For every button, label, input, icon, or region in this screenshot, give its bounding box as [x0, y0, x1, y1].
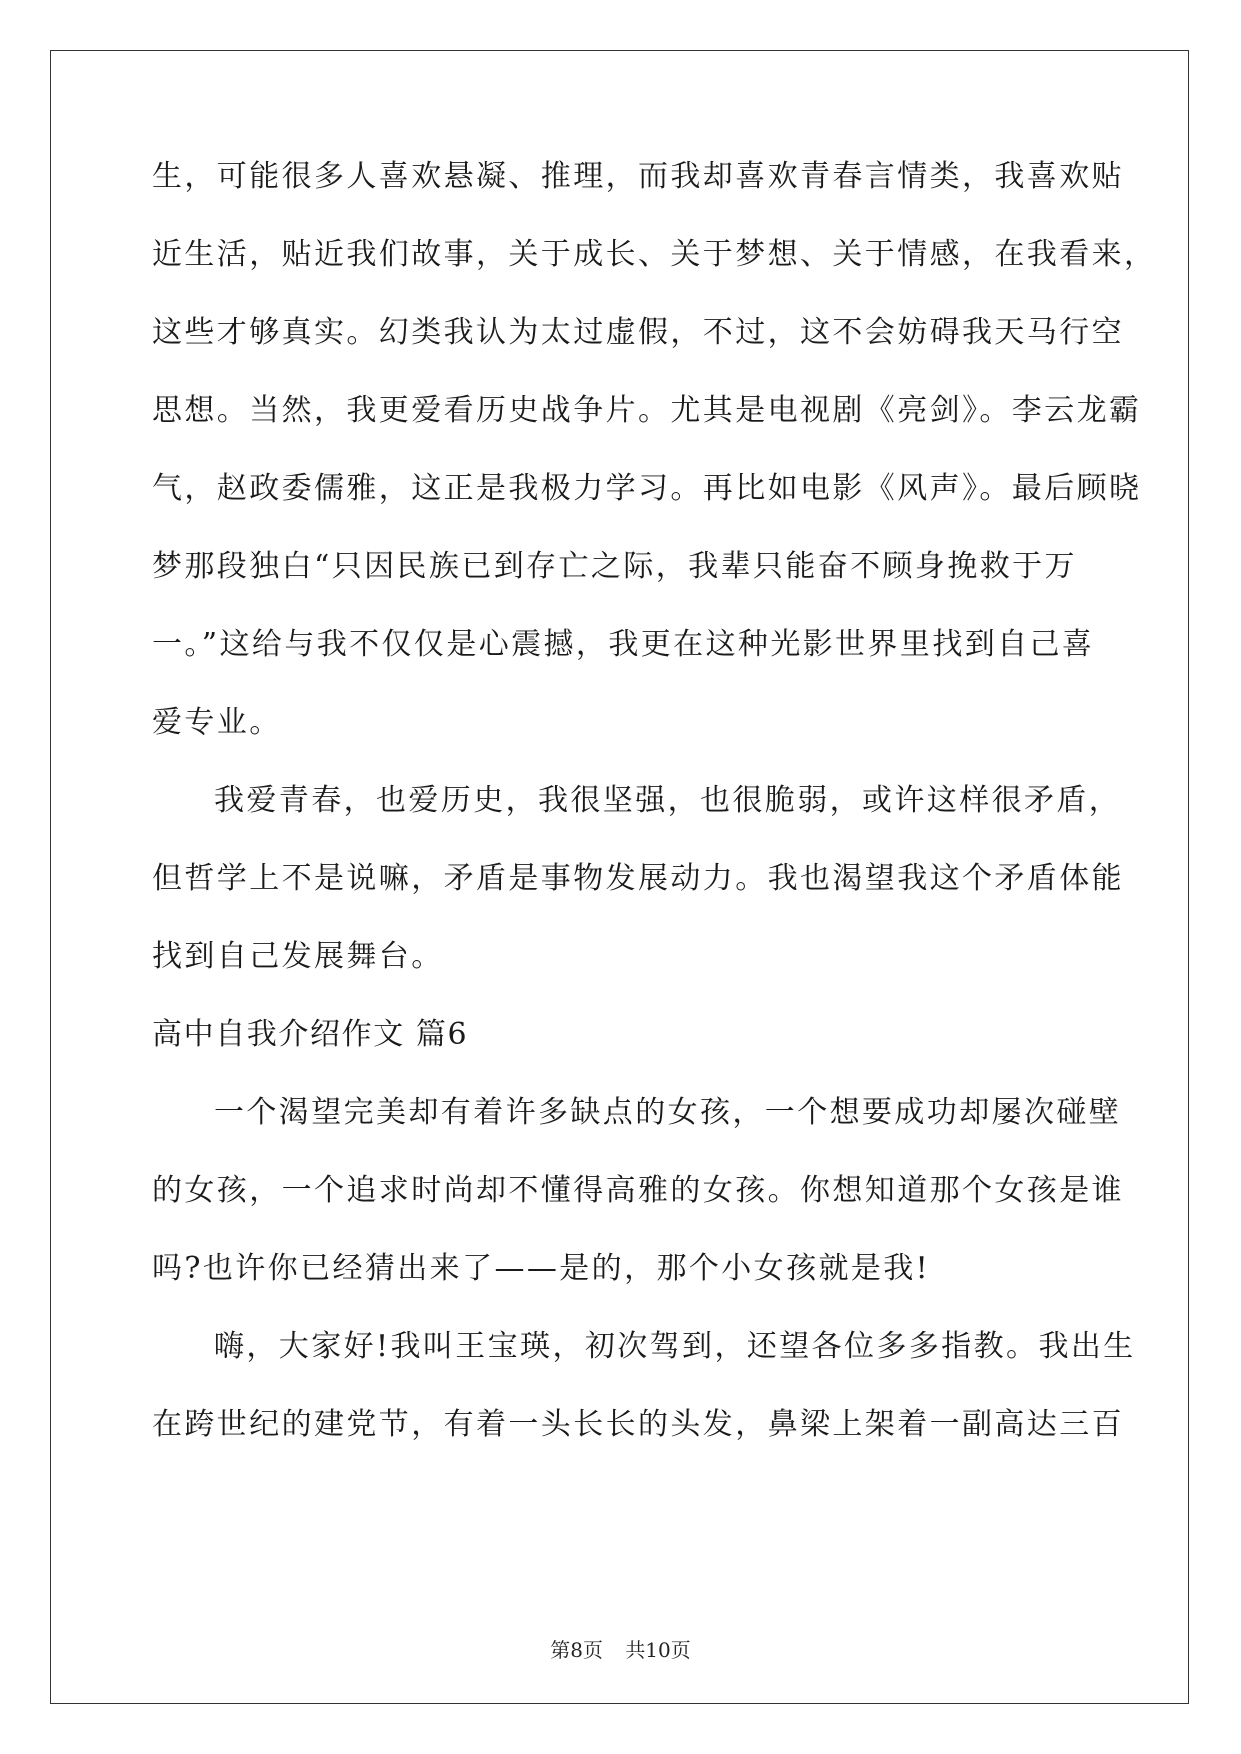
page-total: 共10页	[625, 1638, 691, 1662]
text-line: 嗨，大家好!我叫王宝瑛，初次驾到，还望各位多多指教。我出生	[214, 1329, 1136, 1364]
text-line: 在跨世纪的建党节，有着一头长长的头发，鼻梁上架着一副高达三百	[152, 1407, 1124, 1442]
text-line: 但哲学上不是说嘛，矛盾是事物发展动力。我也渴望我这个矛盾体能	[152, 861, 1124, 896]
page-number: 第8页	[550, 1638, 603, 1662]
text-line: 这些才够真实。幻类我认为太过虚假，不过，这不会妨碍我天马行空	[152, 315, 1124, 350]
section-heading: 高中自我介绍作文 篇6	[152, 1017, 469, 1052]
text-line: 的女孩，一个追求时尚却不懂得高雅的女孩。你想知道那个女孩是谁	[152, 1173, 1124, 1208]
text-line: 梦那段独白“只因民族已到存亡之际，我辈只能奋不顾身挽救于万	[152, 549, 1077, 584]
text-line: 一个渴望完美却有着许多缺点的女孩，一个想要成功却屡次碰壁	[214, 1095, 1122, 1130]
text-line: 爱专业。	[152, 705, 282, 740]
text-line: 吗?也许你已经猜出来了——是的，那个小女孩就是我!	[152, 1251, 931, 1286]
document-body	[152, 159, 1157, 1486]
text-line: 近生活，贴近我们故事，关于成长、关于梦想、关于情感，在我看来，	[152, 237, 1157, 272]
text-line: 生，可能很多人喜欢悬凝、推理，而我却喜欢青春言情类，我喜欢贴	[152, 159, 1124, 194]
text-line: 我爱青春，也爱历史，我很坚强，也很脆弱，或许这样很矛盾，	[214, 783, 1122, 818]
text-line: 思想。当然，我更爱看历史战争片。尤其是电视剧《亮剑》。李云龙霸	[152, 393, 1142, 428]
text-line: 找到自己发展舞台。	[152, 939, 444, 974]
text-line: 气，赵政委儒雅，这正是我极力学习。再比如电影《风声》。最后顾晓	[152, 471, 1142, 506]
page-footer	[0, 1634, 1241, 1663]
text-line: 一。”这给与我不仅仅是心震撼，我更在这种光影世界里找到自己喜	[152, 627, 1095, 662]
